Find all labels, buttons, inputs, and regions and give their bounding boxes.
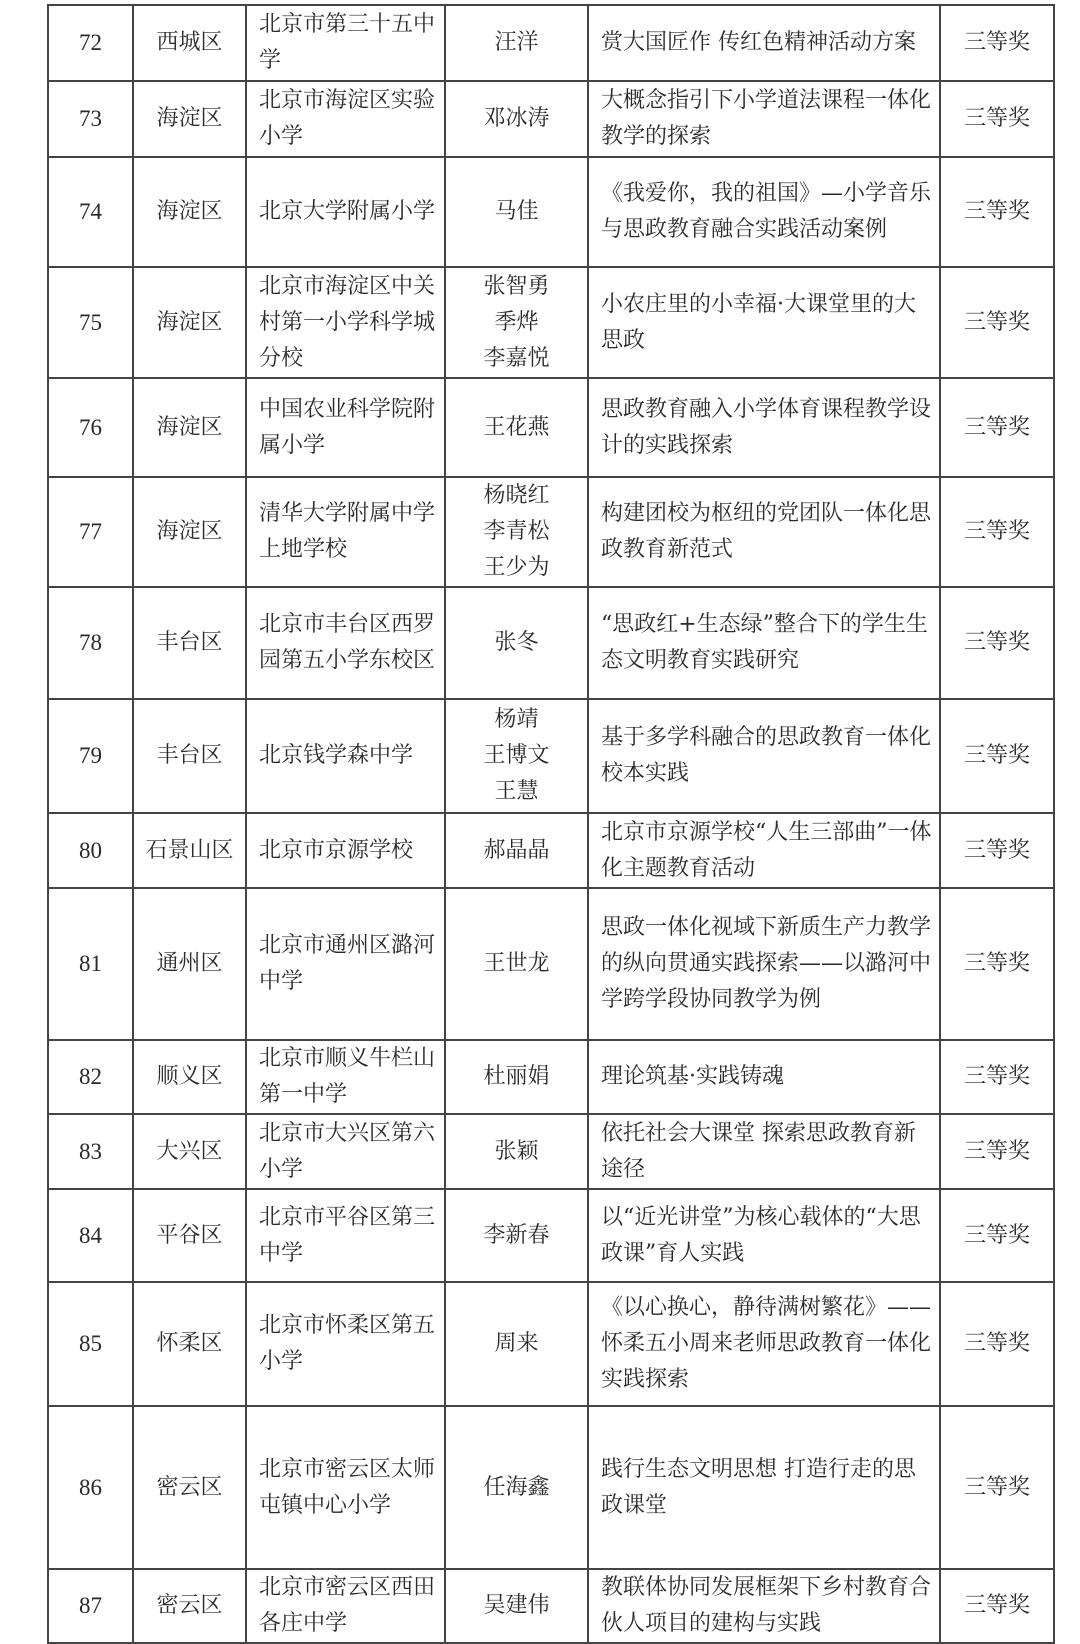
names-cell bbox=[445, 157, 588, 267]
row-number-cell: 72 bbox=[48, 5, 133, 81]
names-cell bbox=[445, 1282, 588, 1406]
award-cell: 三等奖 bbox=[940, 378, 1054, 477]
district-cell: 海淀区 bbox=[133, 267, 246, 378]
person-name: 王世龙 bbox=[483, 951, 550, 976]
row-number-cell: 81 bbox=[48, 888, 133, 1040]
row-number-cell: 73 bbox=[48, 81, 133, 157]
table-row bbox=[48, 157, 1054, 267]
district-cell: 平谷区 bbox=[133, 1189, 246, 1282]
names-cell bbox=[445, 813, 588, 888]
school-cell: 北京市丰台区西罗园第五小学东校区 bbox=[246, 587, 445, 699]
school-cell: 北京市第三十五中学 bbox=[246, 5, 445, 81]
school-cell: 北京市怀柔区第五小学 bbox=[246, 1282, 445, 1406]
person-name: 王博文 bbox=[483, 743, 550, 768]
project-title-cell: 理论筑基·实践铸魂 bbox=[588, 1040, 940, 1114]
table-row bbox=[48, 477, 1054, 587]
project-title-cell: 小农庄里的小幸福·大课堂里的大思政 bbox=[588, 267, 940, 378]
district-cell: 丰台区 bbox=[133, 699, 246, 813]
project-title-cell: 赏大国匠作 传红色精神活动方案 bbox=[588, 5, 940, 81]
person-name: 杨晓红 bbox=[483, 483, 550, 508]
row-number-cell: 83 bbox=[48, 1114, 133, 1189]
district-cell: 大兴区 bbox=[133, 1114, 246, 1189]
district-cell: 丰台区 bbox=[133, 587, 246, 699]
row-number-cell: 82 bbox=[48, 1040, 133, 1114]
award-cell: 三等奖 bbox=[940, 1114, 1054, 1189]
project-title-cell: 基于多学科融合的思政教育一体化校本实践 bbox=[588, 699, 940, 813]
school-cell: 中国农业科学院附属小学 bbox=[246, 378, 445, 477]
person-name: 李嘉悦 bbox=[483, 345, 550, 371]
table-row bbox=[48, 1189, 1054, 1282]
project-title-cell: 《我爱你，我的祖国》—小学音乐与思政教育融合实践活动案例 bbox=[588, 157, 940, 267]
names-cell bbox=[445, 1569, 588, 1643]
table-row bbox=[48, 813, 1054, 888]
school-cell: 北京钱学森中学 bbox=[246, 699, 445, 813]
award-cell: 三等奖 bbox=[940, 5, 1054, 81]
person-name: 李青松 bbox=[483, 519, 550, 544]
names-cell bbox=[445, 1040, 588, 1114]
names-cell bbox=[445, 267, 588, 378]
table-row bbox=[48, 81, 1054, 157]
person-name: 周来 bbox=[494, 1331, 539, 1356]
table-row bbox=[48, 1282, 1054, 1406]
district-cell: 海淀区 bbox=[133, 378, 246, 477]
row-number-cell: 75 bbox=[48, 267, 133, 378]
district-cell: 密云区 bbox=[133, 1406, 246, 1569]
row-number-cell: 76 bbox=[48, 378, 133, 477]
school-cell: 北京市密云区太师屯镇中心小学 bbox=[246, 1406, 445, 1569]
names-cell bbox=[445, 477, 588, 587]
project-title-cell: 思政教育融入小学体育课程教学设计的实践探索 bbox=[588, 378, 940, 477]
table-row bbox=[48, 699, 1054, 813]
award-cell: 三等奖 bbox=[940, 888, 1054, 1040]
project-title-cell: 依托社会大课堂 探索思政教育新途径 bbox=[588, 1114, 940, 1189]
person-name: 李新春 bbox=[483, 1222, 550, 1248]
district-cell: 海淀区 bbox=[133, 157, 246, 267]
table-row bbox=[48, 1040, 1054, 1114]
district-cell: 海淀区 bbox=[133, 81, 246, 157]
person-name: 马佳 bbox=[494, 199, 539, 224]
award-cell: 三等奖 bbox=[940, 1189, 1054, 1282]
school-cell: 清华大学附属中学上地学校 bbox=[246, 477, 445, 587]
school-cell: 北京市平谷区第三中学 bbox=[246, 1189, 445, 1282]
award-cell: 三等奖 bbox=[940, 477, 1054, 587]
school-cell: 北京市密云区西田各庄中学 bbox=[246, 1569, 445, 1643]
district-cell: 石景山区 bbox=[133, 813, 246, 888]
school-cell: 北京市大兴区第六小学 bbox=[246, 1114, 445, 1189]
row-number-cell: 87 bbox=[48, 1569, 133, 1643]
row-number-cell: 86 bbox=[48, 1406, 133, 1569]
award-cell: 三等奖 bbox=[940, 1406, 1054, 1569]
names-cell bbox=[445, 81, 588, 157]
table-row bbox=[48, 1406, 1054, 1569]
award-cell: 三等奖 bbox=[940, 1569, 1054, 1643]
person-name: 季烨 bbox=[494, 309, 539, 335]
person-name: 杜丽娟 bbox=[483, 1064, 550, 1089]
person-name: 张颖 bbox=[494, 1138, 539, 1164]
person-name: 汪洋 bbox=[494, 30, 539, 55]
names-cell bbox=[445, 378, 588, 477]
school-cell: 北京市通州区潞河中学 bbox=[246, 888, 445, 1040]
school-cell: 北京市海淀区实验小学 bbox=[246, 81, 445, 157]
project-title-cell: 大概念指引下小学道法课程一体化教学的探索 bbox=[588, 81, 940, 157]
award-cell: 三等奖 bbox=[940, 699, 1054, 813]
school-cell: 北京市顺义牛栏山第一中学 bbox=[246, 1040, 445, 1114]
district-cell: 通州区 bbox=[133, 888, 246, 1040]
district-cell: 怀柔区 bbox=[133, 1282, 246, 1406]
row-number-cell: 74 bbox=[48, 157, 133, 267]
award-cell: 三等奖 bbox=[940, 157, 1054, 267]
names-cell bbox=[445, 699, 588, 813]
school-cell: 北京市京源学校 bbox=[246, 813, 445, 888]
awards-table bbox=[47, 4, 1055, 1644]
person-name: 郝晶晶 bbox=[483, 837, 550, 863]
row-number-cell: 80 bbox=[48, 813, 133, 888]
district-cell: 顺义区 bbox=[133, 1040, 246, 1114]
award-cell: 三等奖 bbox=[940, 1282, 1054, 1406]
project-title-cell: 教联体协同发展框架下乡村教育合伙人项目的建构与实践 bbox=[588, 1569, 940, 1643]
person-name: 邓冰涛 bbox=[483, 106, 550, 131]
person-name: 王少为 bbox=[483, 555, 550, 580]
award-cell: 三等奖 bbox=[940, 1040, 1054, 1114]
district-cell: 西城区 bbox=[133, 5, 246, 81]
row-number-cell: 77 bbox=[48, 477, 133, 587]
table-row bbox=[48, 5, 1054, 81]
school-cell: 北京市海淀区中关村第一小学科学城分校 bbox=[246, 267, 445, 378]
person-name: 张冬 bbox=[494, 630, 539, 655]
table-row bbox=[48, 267, 1054, 378]
project-title-cell: 构建团校为枢纽的党团队一体化思政教育新范式 bbox=[588, 477, 940, 587]
district-cell: 密云区 bbox=[133, 1569, 246, 1643]
row-number-cell: 78 bbox=[48, 587, 133, 699]
names-cell bbox=[445, 888, 588, 1040]
project-title-cell: “思政红+生态绿”整合下的学生生态文明教育实践研究 bbox=[588, 587, 940, 699]
award-cell: 三等奖 bbox=[940, 267, 1054, 378]
table-row bbox=[48, 1569, 1054, 1643]
award-cell: 三等奖 bbox=[940, 81, 1054, 157]
table-row bbox=[48, 888, 1054, 1040]
project-title-cell: 北京市京源学校“人生三部曲”一体化主题教育活动 bbox=[588, 813, 940, 888]
person-name: 杨靖 bbox=[494, 707, 539, 732]
person-name: 任海鑫 bbox=[483, 1474, 550, 1500]
table-row bbox=[48, 1114, 1054, 1189]
award-cell: 三等奖 bbox=[940, 813, 1054, 888]
school-cell: 北京大学附属小学 bbox=[246, 157, 445, 267]
names-cell bbox=[445, 5, 588, 81]
person-name: 吴建伟 bbox=[483, 1593, 550, 1618]
row-number-cell: 85 bbox=[48, 1282, 133, 1406]
awards-table-body bbox=[48, 5, 1054, 1643]
row-number-cell: 79 bbox=[48, 699, 133, 813]
table-row bbox=[48, 587, 1054, 699]
project-title-cell: 《以心换心，静待满树繁花》——怀柔五小周来老师思政教育一体化实践探索 bbox=[588, 1282, 940, 1406]
person-name: 王花燕 bbox=[483, 414, 550, 440]
project-title-cell: 以“近光讲堂”为核心载体的“大思政课”育人实践 bbox=[588, 1189, 940, 1282]
person-name: 王慧 bbox=[494, 779, 539, 804]
names-cell bbox=[445, 1114, 588, 1189]
row-number-cell: 84 bbox=[48, 1189, 133, 1282]
person-name: 张智勇 bbox=[483, 273, 550, 299]
district-cell: 海淀区 bbox=[133, 477, 246, 587]
names-cell bbox=[445, 587, 588, 699]
project-title-cell: 践行生态文明思想 打造行走的思政课堂 bbox=[588, 1406, 940, 1569]
names-cell bbox=[445, 1189, 588, 1282]
award-cell: 三等奖 bbox=[940, 587, 1054, 699]
table-row bbox=[48, 378, 1054, 477]
names-cell bbox=[445, 1406, 588, 1569]
project-title-cell: 思政一体化视域下新质生产力教学的纵向贯通实践探索——以潞河中学跨学段协同教学为例 bbox=[588, 888, 940, 1040]
